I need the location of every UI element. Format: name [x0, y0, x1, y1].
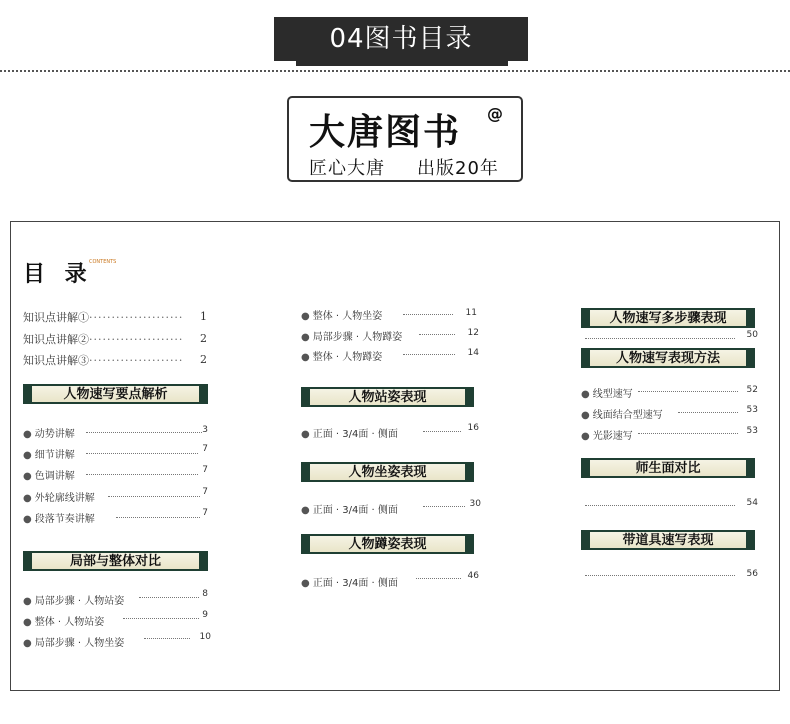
- toc-page-number: 14: [467, 348, 479, 358]
- publisher-logo: [287, 96, 523, 182]
- leader-dots: [585, 338, 735, 339]
- section-header: 人物速写表现方法: [581, 348, 755, 368]
- toc-entry: ● 局部步骤 · 人物站姿: [23, 596, 125, 607]
- leader-dots: [144, 638, 190, 639]
- section-header: 带道具速写表现: [581, 530, 755, 550]
- toc-page-number: 7: [202, 508, 208, 518]
- section-header: 人物坐姿表现: [301, 462, 474, 482]
- toc-page-number: 3: [202, 425, 208, 435]
- toc-page-number: 11: [465, 308, 477, 318]
- leader-dots: [678, 412, 738, 413]
- logo-name: 大唐图书: [309, 112, 462, 153]
- toc-entry: ● 正面 · 3/4面 · 侧面: [301, 505, 398, 516]
- toc-page-number: 52: [746, 385, 758, 395]
- toc-page-number: 9: [202, 610, 208, 620]
- banner-underline: [296, 61, 508, 66]
- toc-page-number: 30: [469, 499, 481, 509]
- toc-entry: ● 段落节奏讲解: [23, 514, 95, 525]
- leader-dots: [638, 391, 738, 392]
- leader-dots: [86, 453, 198, 454]
- leader-dots: [585, 505, 735, 506]
- section-header: 局部与整体对比: [23, 551, 208, 571]
- toc-page-number: 46: [467, 571, 479, 581]
- toc-page-number: 7: [202, 487, 208, 497]
- toc-entry: ● 色调讲解: [23, 471, 75, 482]
- toc-entry: ● 整体 · 人物蹲姿: [301, 352, 383, 363]
- toc-entry: ● 局部步骤 · 人物蹲姿: [301, 332, 403, 343]
- toc-entry: ● 整体 · 人物站姿: [23, 617, 105, 628]
- toc-page-number: 1: [200, 310, 207, 323]
- leader-dots: [638, 433, 738, 434]
- toc-heading: 目 录: [23, 262, 93, 287]
- toc-page-number: 16: [467, 423, 479, 433]
- toc-page-number: 7: [202, 444, 208, 454]
- toc-entry: ● 线型速写: [581, 389, 633, 400]
- toc-page-number: 50: [746, 330, 758, 340]
- toc-entry: ● 整体 · 人物坐姿: [301, 311, 383, 322]
- toc-page-number: 53: [746, 426, 758, 436]
- dotted-divider: [0, 70, 790, 72]
- toc-entry: ● 正面 · 3/4面 · 侧面: [301, 578, 398, 589]
- toc-page-number: 2: [200, 353, 207, 366]
- section-header: 人物速写要点解析: [23, 384, 208, 404]
- section-header: 师生面对比: [581, 458, 755, 478]
- leader-dots: [403, 354, 455, 355]
- toc-entry: ● 细节讲解: [23, 450, 75, 461]
- toc-page-number: 12: [467, 328, 479, 338]
- leader-dots: [585, 575, 735, 576]
- toc-entry: ● 正面 · 3/4面 · 侧面: [301, 429, 398, 440]
- section-header: 人物蹲姿表现: [301, 534, 474, 554]
- logo-slogan-left: 匠心大唐: [309, 158, 385, 179]
- logo-mark: @: [487, 104, 503, 123]
- toc-entry: ● 光影速写: [581, 431, 633, 442]
- section-header: 人物速写多步骤表现: [581, 308, 755, 328]
- toc-entry: 知识点讲解③·····················: [23, 354, 184, 367]
- banner-title: 04图书目录: [274, 17, 528, 61]
- toc-entry: 知识点讲解①·····················: [23, 311, 184, 324]
- toc-entry: ● 动势讲解: [23, 429, 75, 440]
- toc-page: [10, 221, 780, 691]
- toc-entry: ● 线面结合型速写: [581, 410, 663, 421]
- toc-page-number: 8: [202, 589, 208, 599]
- leader-dots: [419, 334, 455, 335]
- toc-entry: 知识点讲解②·····················: [23, 333, 184, 346]
- leader-dots: [403, 314, 453, 315]
- toc-entry: ● 局部步骤 · 人物坐姿: [23, 638, 125, 649]
- toc-page-number: 53: [746, 405, 758, 415]
- toc-entry: ● 外轮廓线讲解: [23, 493, 95, 504]
- toc-page-number: 10: [199, 632, 211, 642]
- toc-page-number: 56: [746, 569, 758, 579]
- toc-page-number: 2: [200, 332, 207, 345]
- toc-page-number: 54: [746, 498, 758, 508]
- toc-page-number: 7: [202, 465, 208, 475]
- logo-slogan-right: 出版20年: [417, 158, 499, 179]
- toc-heading-sub: CONTENTS: [89, 259, 117, 265]
- leader-dots: [86, 474, 198, 475]
- section-header: 人物站姿表现: [301, 387, 474, 407]
